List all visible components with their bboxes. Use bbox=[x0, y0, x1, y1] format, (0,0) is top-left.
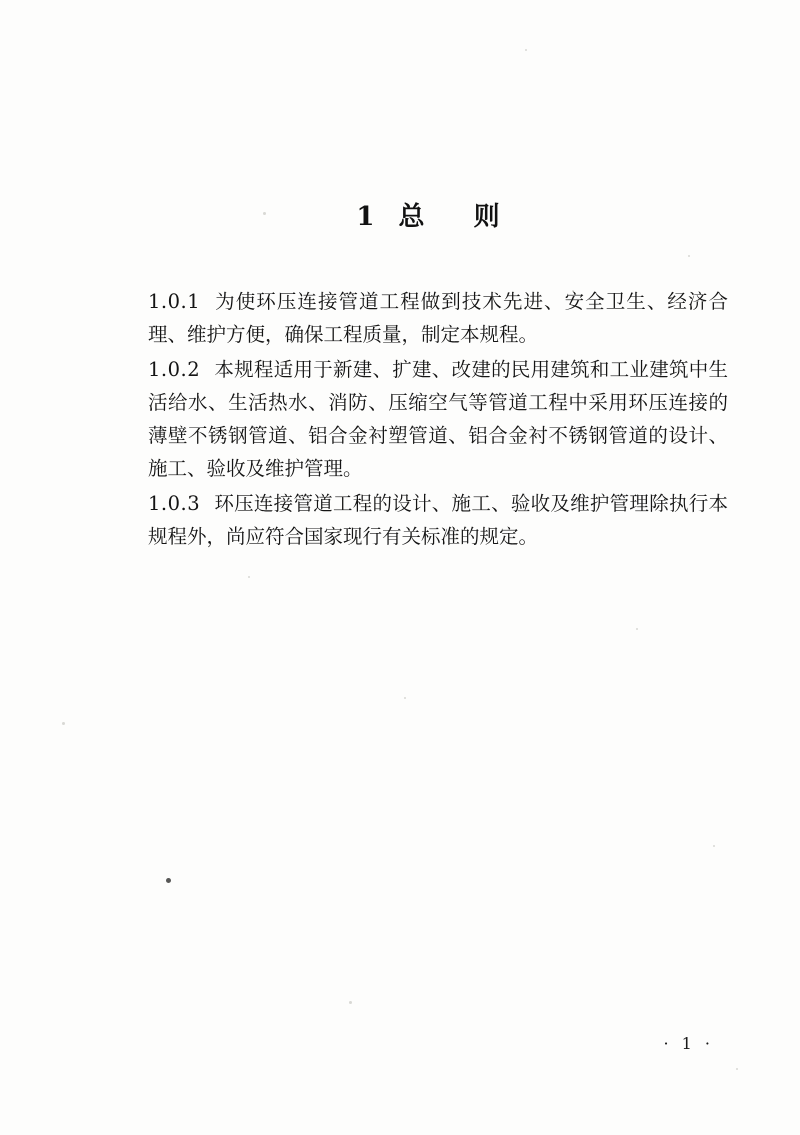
scan-speckle bbox=[736, 1068, 738, 1070]
page-number: · 1 · bbox=[663, 1034, 714, 1053]
clause-text: 为使环压连接管道工程做到技术先进、安全卫生、经济合理、维护方便，确保工程质量，制定本规程。 bbox=[148, 290, 728, 346]
scan-speckle bbox=[713, 845, 715, 847]
clause-paragraph bbox=[148, 353, 728, 485]
scan-speckle bbox=[62, 722, 65, 725]
clause-label: 1.0.2 bbox=[148, 358, 201, 381]
clause-label: 1.0.1 bbox=[148, 290, 201, 313]
scan-speckle bbox=[166, 878, 171, 883]
clause-paragraph bbox=[148, 487, 728, 553]
scan-speckle bbox=[349, 1001, 352, 1004]
page-content bbox=[148, 196, 728, 555]
scan-speckle bbox=[525, 49, 527, 51]
chapter-title-text: 总 则 bbox=[398, 202, 520, 232]
scan-speckle bbox=[248, 576, 250, 578]
clause-label: 1.0.3 bbox=[148, 492, 201, 515]
chapter-number: 1 bbox=[356, 202, 377, 232]
scan-speckle bbox=[404, 697, 406, 699]
clause-paragraph bbox=[148, 285, 728, 351]
scan-speckle bbox=[636, 628, 638, 630]
clause-text: 本规程适用于新建、扩建、改建的民用建筑和工业建筑中生活给水、生活热水、消防、压缩空气等管道工程中采用环压连接的薄壁不锈钢管道、铝合金衬塑管道、铝合金衬不锈钢管道的设计、施工、验收及维护管理。 bbox=[148, 358, 728, 480]
chapter-heading bbox=[148, 196, 728, 233]
clause-text: 环压连接管道工程的设计、施工、验收及维护管理除执行本规程外，尚应符合国家现行有关标准的规定。 bbox=[148, 492, 728, 548]
